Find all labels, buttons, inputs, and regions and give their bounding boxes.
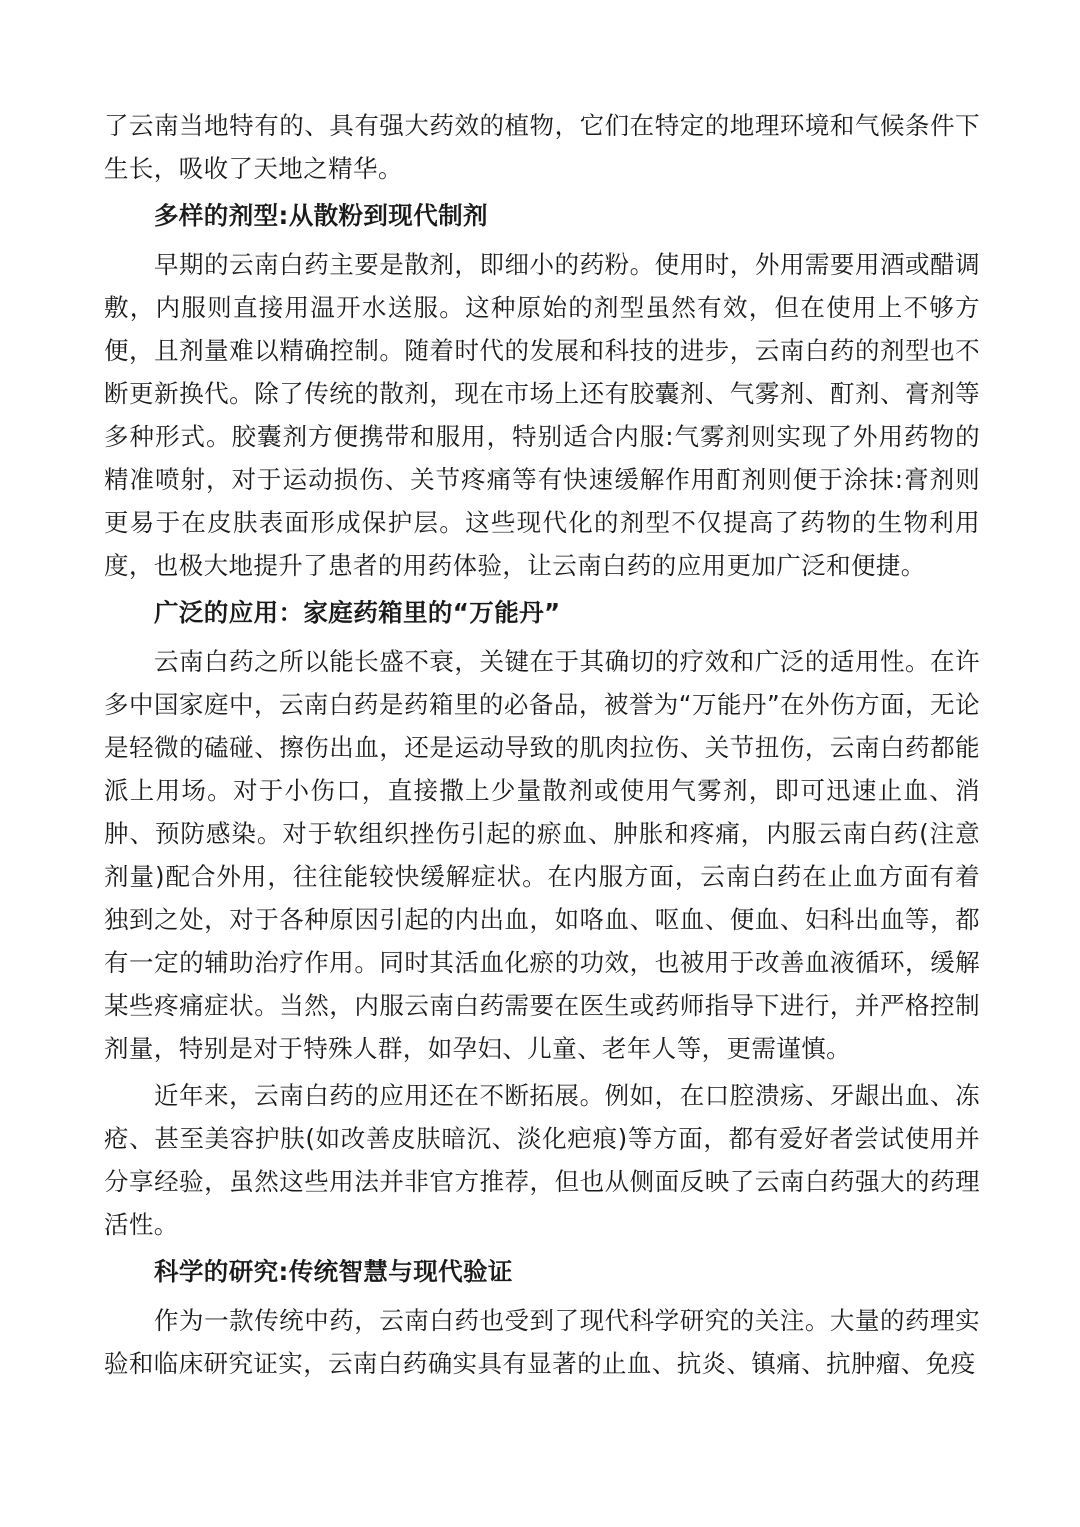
section-heading-science: 科学的研究:传统智慧与现代验证	[154, 1257, 513, 1286]
paragraph-applications: 云南白药之所以能长盛不衰，关键在于其确切的疗效和广泛的适用性。在许多中国家庭中，云南白药是药箱里的必备品，被誉为“万能丹”在外伤方面，无论是轻微的磕碰、擦伤出血，还是运动导致的肌肉拉伤、关节扭伤，云南白药都能派上用场。对于小伤口，直接撒上少量散剂或使用气雾剂，即可迅速止血、消肿、预防感染。对于软组织挫伤引起的瘀血、肿胀和疼痛，内服云南白药(注意剂量)配合外用，往往能较快缓解症状。在内服方面，云南白药在止血方面有着独到之处，对于各种原因引起的内出血，如咯血、呕血、便血、妇科出血等，都有一定的辅助治疗作用。同时其活血化瘀的功效，也被用于改善血液循环，缓解某些疼痛症状。当然，内服云南白药需要在医生或药师指导下进行，并严格控制剂量，特别是对于特殊人群，如孕妇、儿童、老年人等，更需谨慎。	[104, 647, 980, 1063]
paragraph-science: 作为一款传统中药，云南白药也受到了现代科学研究的关注。大量的药理实验和临床研究证实，云南白药确实具有显著的止血、抗炎、镇痛、抗肿瘤、免疫	[104, 1306, 980, 1378]
section-heading-applications: 广泛的应用：家庭药箱里的“万能丹”	[154, 598, 561, 627]
document-body	[104, 104, 980, 1389]
paragraph-dosage-forms: 早期的云南白药主要是散剂，即细小的药粉。使用时，外用需要用酒或醋调敷，内服则直接用温开水送服。这种原始的剂型虽然有效，但在使用上不够方便，且剂量难以精确控制。随着时代的发展和科技的进步，云南白药的剂型也不断更新换代。除了传统的散剂，现在市场上还有胶囊剂、气雾剂、酊剂、膏剂等多种形式。胶囊剂方便携带和服用，特别适合内服:气雾剂则实现了外用药物的精准喷射，对于运动损伤、关节疼痛等有快速缓解作用酊剂则便于涂抹:膏剂则更易于在皮肤表面形成保护层。这些现代化的剂型不仅提高了药物的生物利用度，也极大地提升了患者的用药体验，让云南白药的应用更加广泛和便捷。	[104, 250, 980, 580]
paragraph-intro-continued: 了云南当地特有的、具有强大药效的植物，它们在特定的地理环境和气候条件下生长，吸收了天地之精华。	[104, 111, 980, 183]
paragraph-recent-uses: 近年来，云南白药的应用还在不断拓展。例如，在口腔溃疡、牙龈出血、冻疮、甚至美容护肤(如改善皮肤暗沉、淡化疤痕)等方面，都有爱好者尝试使用并分享经验，虽然这些用法并非官方推荐，但也从侧面反映了云南白药强大的药理活性。	[104, 1081, 980, 1239]
section-heading-dosage-forms: 多样的剂型:从散粉到现代制剂	[154, 201, 488, 230]
